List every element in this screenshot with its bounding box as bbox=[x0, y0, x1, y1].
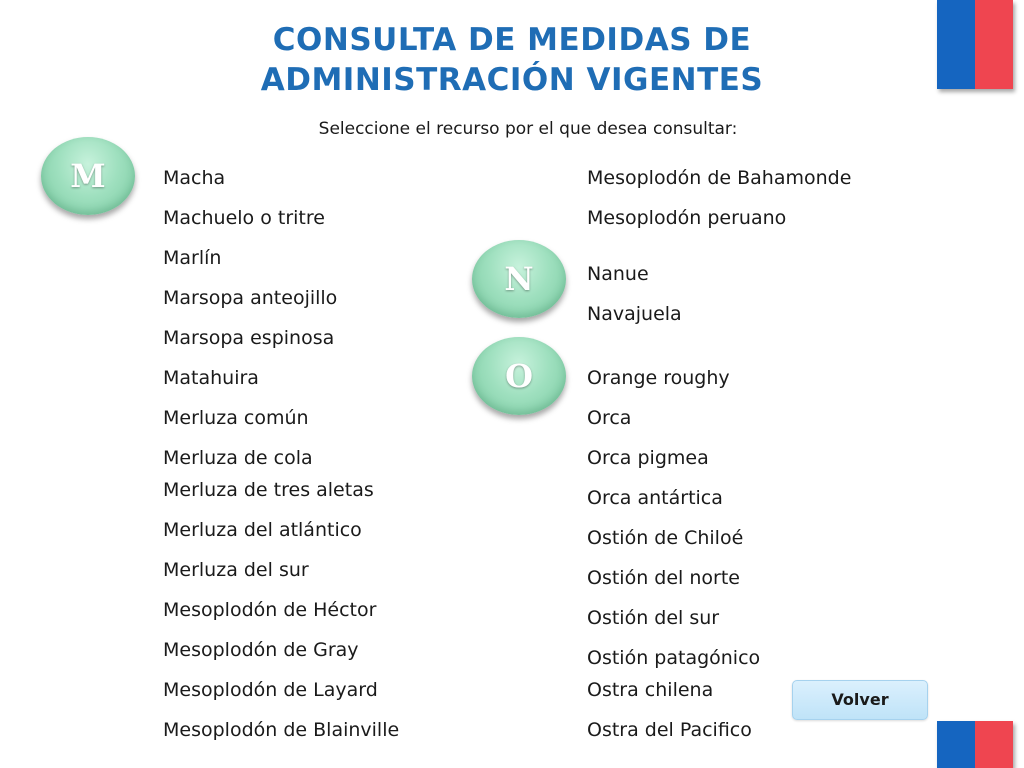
resource-link-ostra-del-pacifico[interactable]: Ostra del Pacifico bbox=[587, 719, 752, 741]
chile-flag-bottom-decoration bbox=[937, 721, 1013, 768]
flag-red-stripe bbox=[975, 721, 1013, 768]
resource-link-mesoplodon-de-blainville[interactable]: Mesoplodón de Blainville bbox=[163, 719, 400, 741]
flag-blue-stripe bbox=[937, 721, 975, 768]
chile-flag-top-decoration bbox=[937, 0, 1013, 89]
resource-link-merluza-del-atlantico[interactable]: Merluza del atlántico bbox=[163, 519, 362, 541]
page-title-line-2: ADMINISTRACIÓN VIGENTES bbox=[260, 62, 764, 98]
resource-link-mesoplodon-de-layard[interactable]: Mesoplodón de Layard bbox=[163, 679, 378, 701]
letter-n-button[interactable]: N bbox=[472, 240, 566, 318]
letter-o-button[interactable]: O bbox=[472, 337, 566, 415]
flag-red-stripe bbox=[975, 0, 1013, 89]
resource-link-marsopa-espinosa[interactable]: Marsopa espinosa bbox=[163, 327, 335, 349]
resource-link-matahuira[interactable]: Matahuira bbox=[163, 367, 259, 389]
resource-link-orca-antartica[interactable]: Orca antártica bbox=[587, 487, 723, 509]
resource-link-ostion-patagonico[interactable]: Ostión patagónico bbox=[587, 647, 761, 669]
resource-link-merluza-comun[interactable]: Merluza común bbox=[163, 407, 309, 429]
resource-link-mesoplodon-peruano[interactable]: Mesoplodón peruano bbox=[587, 207, 787, 229]
page-title-line-1: CONSULTA DE MEDIDAS DE bbox=[272, 22, 752, 58]
resource-link-orange-roughy[interactable]: Orange roughy bbox=[587, 367, 730, 389]
resource-link-mesoplodon-de-gray[interactable]: Mesoplodón de Gray bbox=[163, 639, 359, 661]
resource-link-machuelo-o-tritre[interactable]: Machuelo o tritre bbox=[163, 207, 325, 229]
resource-link-orca[interactable]: Orca bbox=[587, 407, 632, 429]
resource-link-merluza-de-tres-aletas[interactable]: Merluza de tres aletas bbox=[163, 479, 374, 501]
resource-link-orca-pigmea[interactable]: Orca pigmea bbox=[587, 447, 709, 469]
resource-link-navajuela[interactable]: Navajuela bbox=[587, 303, 682, 325]
resource-link-ostion-del-norte[interactable]: Ostión del norte bbox=[587, 567, 740, 589]
resource-link-merluza-del-sur[interactable]: Merluza del sur bbox=[163, 559, 309, 581]
resource-link-macha[interactable]: Macha bbox=[163, 167, 226, 189]
resource-link-ostra-chilena[interactable]: Ostra chilena bbox=[587, 679, 714, 701]
resource-link-merluza-de-cola[interactable]: Merluza de cola bbox=[163, 447, 313, 469]
resource-link-marsopa-anteojillo[interactable]: Marsopa anteojillo bbox=[163, 287, 338, 309]
resource-link-marlin[interactable]: Marlín bbox=[163, 247, 222, 269]
resource-link-nanue[interactable]: Nanue bbox=[587, 263, 649, 285]
letter-m-button[interactable]: M bbox=[41, 137, 135, 215]
flag-blue-stripe bbox=[937, 0, 975, 89]
volver-button[interactable]: Volver bbox=[792, 680, 928, 720]
page-subtitle: Seleccione el recurso por el que desea consultar: bbox=[318, 119, 738, 139]
resource-link-ostion-de-chiloe[interactable]: Ostión de Chiloé bbox=[587, 527, 744, 549]
resource-link-mesoplodon-de-hector[interactable]: Mesoplodón de Héctor bbox=[163, 599, 377, 621]
resource-link-ostion-del-sur[interactable]: Ostión del sur bbox=[587, 607, 720, 629]
resource-link-mesoplodon-de-bahamonde[interactable]: Mesoplodón de Bahamonde bbox=[587, 167, 852, 189]
